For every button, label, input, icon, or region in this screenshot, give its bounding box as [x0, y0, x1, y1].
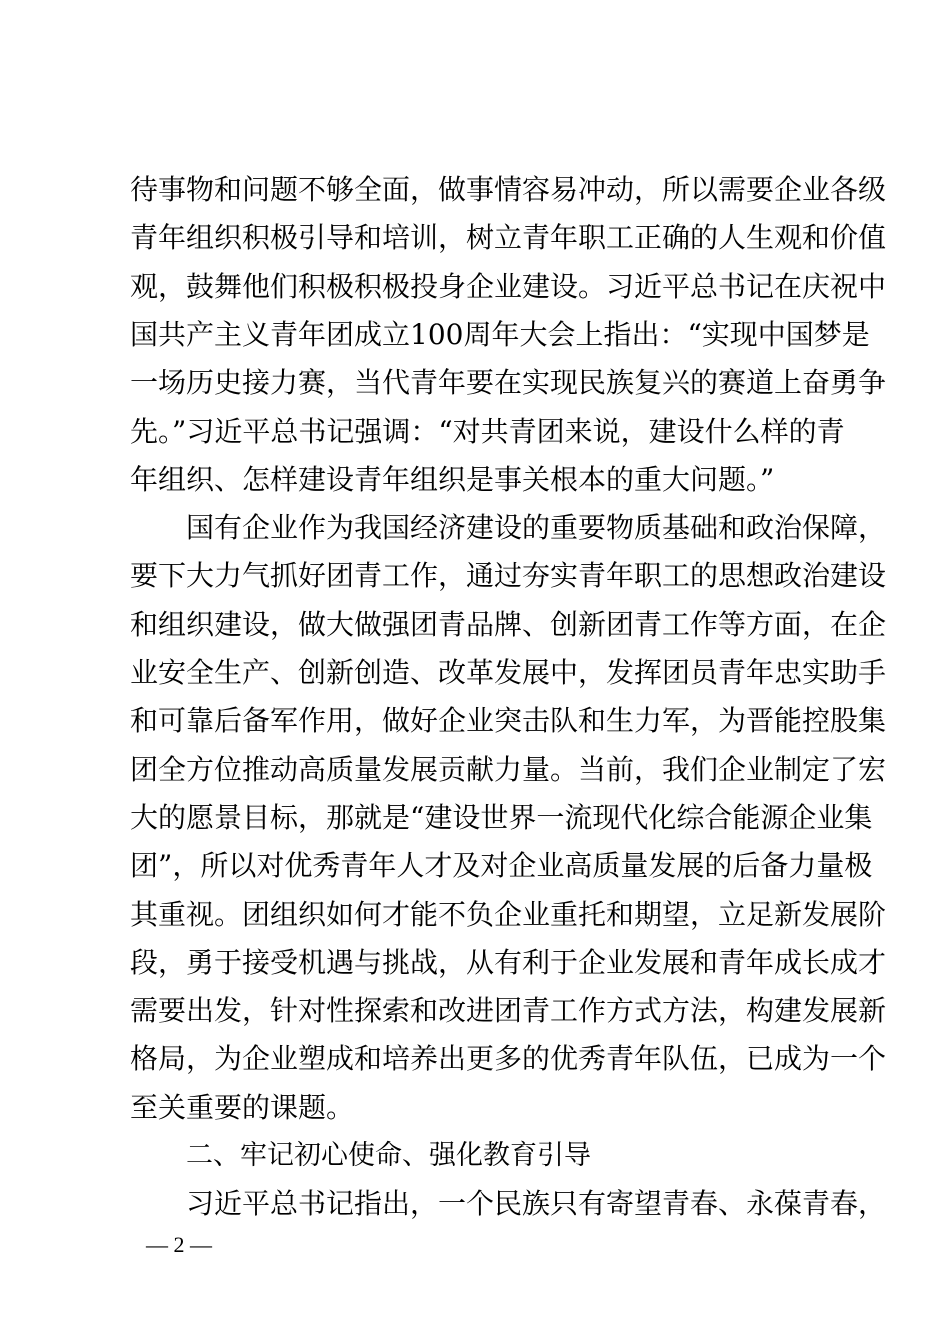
paragraph-1-line-3: 观，鼓舞他们积极积极投身企业建设。习近平总书记在庆祝中 [130, 270, 887, 303]
paragraph-2-line-6: 团全方位推动高质量发展贡献力量。当前，我们企业制定了宏 [130, 753, 887, 786]
paragraph-2-line-3: 和组织建设，做大做强团青品牌、创新团青工作等方面，在企 [130, 608, 887, 641]
paragraph-2-line-12: 格局，为企业塑成和培养出更多的优秀青年队伍，已成为一个 [130, 1042, 887, 1075]
paragraph-1-line-7: 年组织、怎样建设青年组织是事关根本的重大问题。” [130, 463, 775, 496]
section-heading: 二、牢记初心使命、强化教育引导 [186, 1140, 591, 1171]
paragraph-2-line-4: 业安全生产、创新创造、改革发展中，发挥团员青年忠实助手 [130, 656, 887, 689]
paragraph-2-line-7: 大的愿景目标，那就是“建设世界一流现代化综合能源企业集 [130, 801, 873, 834]
paragraph-1-line-6: 先。”习近平总书记强调：“对共青团来说，建设什么样的青 [130, 415, 845, 448]
paragraph-2-line-9: 其重视。团组织如何才能不负企业重托和期望，立足新发展阶 [130, 898, 887, 931]
paragraph-2-line-11: 需要出发，针对性探索和改进团青工作方式方法，构建发展新 [130, 994, 887, 1027]
paragraph-2-line-8: 团”，所以对优秀青年人才及对企业高质量发展的后备力量极 [130, 849, 873, 882]
paragraph-1-line-5: 一场历史接力赛，当代青年要在实现民族复兴的赛道上奋勇争 [130, 366, 887, 399]
paragraph-2-line-5: 和可靠后备军作用，做好企业突击队和生力军，为晋能控股集 [130, 704, 887, 737]
paragraph-3-line-1: 习近平总书记指出，一个民族只有寄望青春、永葆青春， [186, 1187, 887, 1220]
paragraph-2-line-2: 要下大力气抓好团青工作，通过夯实青年职工的思想政治建设 [130, 559, 887, 592]
page-number: — 2 — [146, 1232, 212, 1257]
paragraph-2-line-13: 至关重要的课题。 [130, 1091, 355, 1124]
paragraph-1-line-4: 国共产主义青年团成立100周年大会上指出：“实现中国梦是 [130, 318, 870, 351]
paragraph-1-line-1: 待事物和问题不够全面，做事情容易冲动，所以需要企业各级 [130, 173, 887, 206]
paragraph-1-line-2: 青年组织积极引导和培训，树立青年职工正确的人生观和价值 [130, 221, 887, 254]
paragraph-2-line-10: 段，勇于接受机遇与挑战，从有利于企业发展和青年成长成才 [130, 946, 887, 979]
paragraph-2-line-1: 国有企业作为我国经济建设的重要物质基础和政治保障， [186, 511, 887, 544]
